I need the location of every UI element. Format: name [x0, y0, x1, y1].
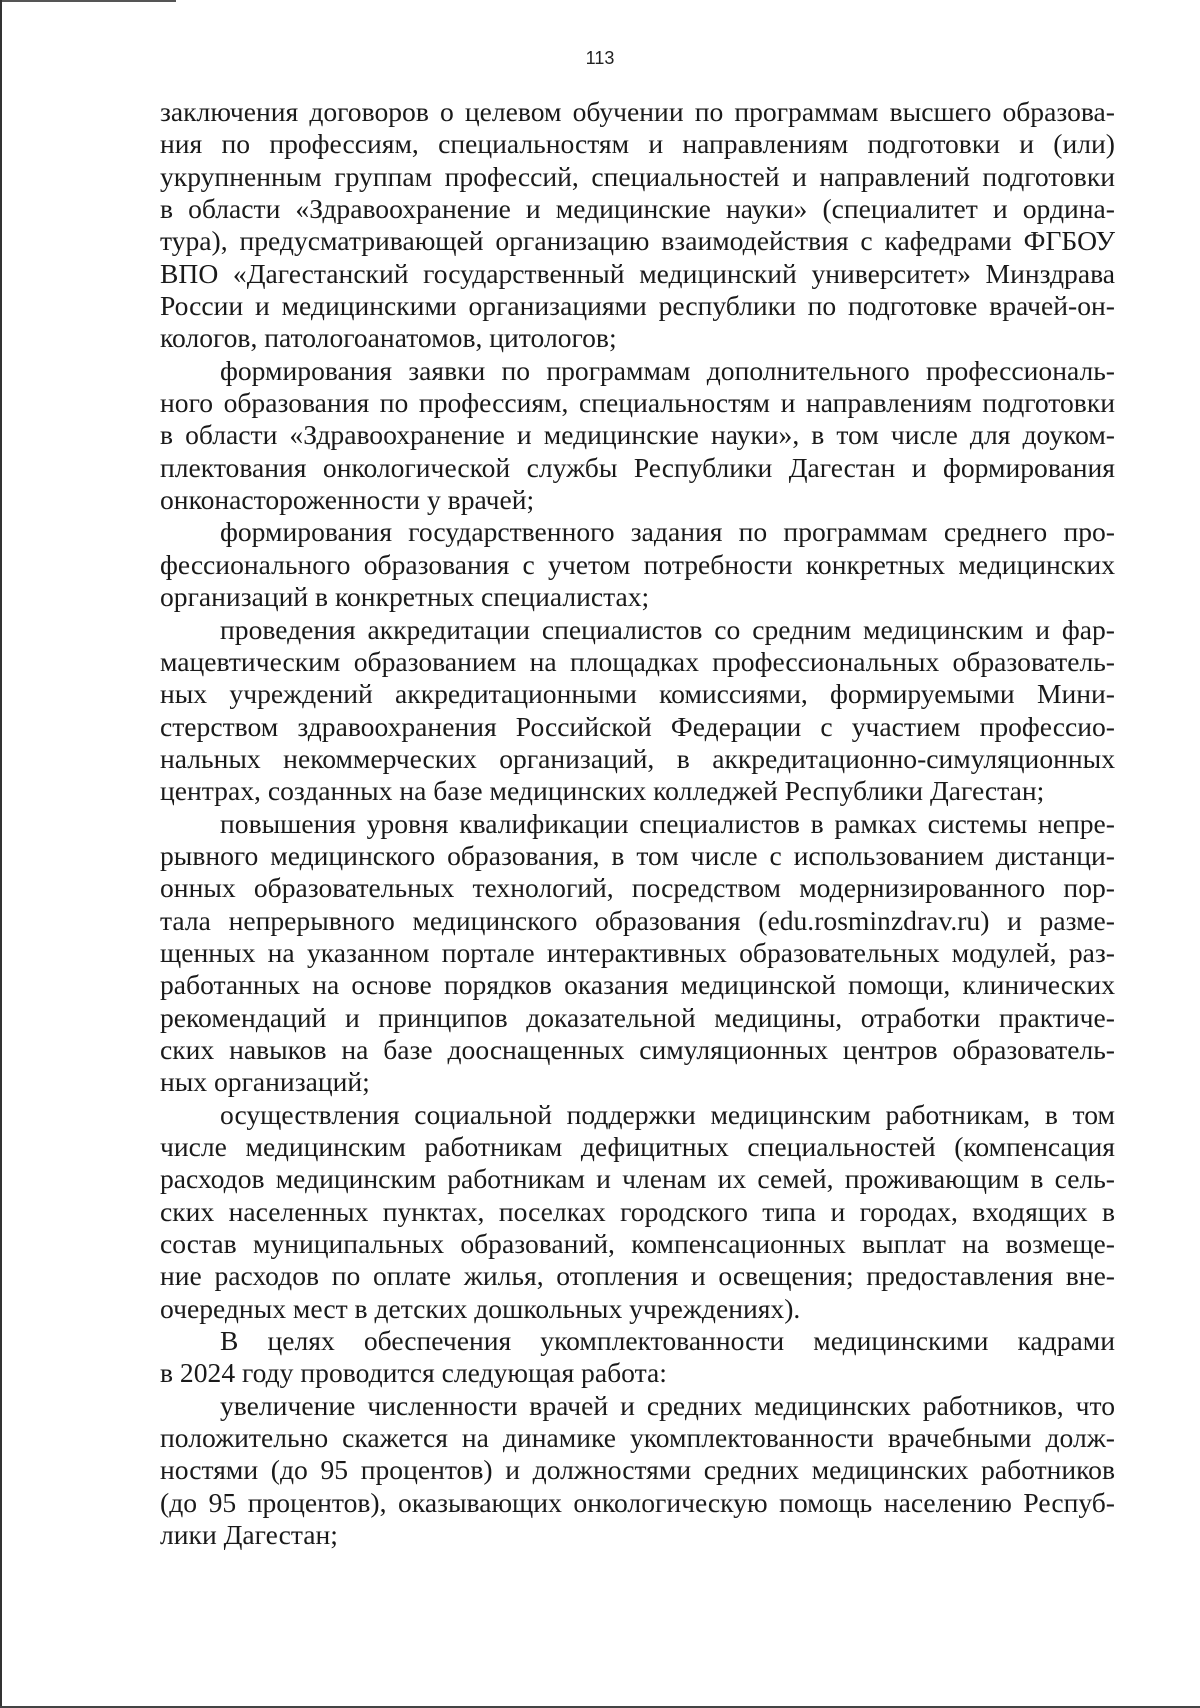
- text-line: стерством здравоохранения Российской Федерации с участием профессио-: [160, 710, 1115, 742]
- text-line: щенных на указанном портале интерактивных образовательных модулей, раз-: [160, 936, 1115, 968]
- text-line: повышения уровня квалификации специалистов в рамках системы непре-: [220, 807, 1115, 839]
- text-line: тала непрерывного медицинского образования (edu.rosminzdrav.ru) и разме-: [160, 904, 1115, 936]
- text-line: формирования заявки по программам дополнительного профессиональ-: [220, 354, 1115, 386]
- text-line: нальных некоммерческих организаций, в аккредитационно-симуляционных: [160, 742, 1115, 774]
- text-line: онных образовательных технологий, посредством модернизированного пор-: [160, 872, 1115, 904]
- text-line: заключения договоров о целевом обучении по программам высшего образова-: [160, 96, 1115, 127]
- text-line: ния по профессиям, специальностям и направлениям подготовки и (или): [160, 128, 1115, 160]
- text-line: ских населенных пунктах, поселках городского типа и городах, входящих в: [160, 1195, 1115, 1227]
- text-line: ного образования по профессиям, специальностям и направлениям подготовки: [160, 387, 1115, 419]
- text-line: рекомендаций и принципов доказательной медицины, отработки практиче-: [160, 1001, 1115, 1033]
- text-line: положительно скажется на динамике укомплектованности врачебными долж-: [160, 1422, 1115, 1454]
- text-line: онконастороженности у врачей;: [160, 484, 535, 516]
- document-body: [160, 96, 1115, 1551]
- text-line: ских навыков на базе дооснащенных симуляционных центров образователь-: [160, 1033, 1115, 1065]
- text-line: тура), предусматривающей организацию взаимодействия с кафедрами ФГБОУ: [160, 225, 1115, 257]
- text-line: лики Дагестан;: [160, 1519, 338, 1551]
- text-line: фессионального образования с учетом потребности конкретных медицинских: [160, 548, 1115, 580]
- text-line: ВПО «Дагестанский государственный медицинский университет» Минздрава: [160, 257, 1115, 289]
- scan-edge-left: [0, 0, 2, 1708]
- text-line: организаций в конкретных специалистах;: [160, 581, 650, 613]
- page-number: 113: [585, 48, 615, 68]
- text-line: В целях обеспечения укомплектованности медицинскими кадрами: [220, 1325, 1115, 1357]
- text-line: числе медицинским работникам дефицитных специальностей (компенсация: [160, 1131, 1115, 1162]
- text-line: мацевтическим образованием на площадках профессиональных образователь-: [160, 645, 1115, 677]
- text-line: в области «Здравоохранение и медицинские науки» (специалитет и ордина-: [160, 193, 1115, 225]
- text-line: в 2024 году проводится следующая работа:: [160, 1357, 667, 1389]
- text-line: расходов медицинским работникам и членам их семей, проживающим в сель-: [160, 1163, 1115, 1195]
- text-line: в области «Здравоохранение и медицинские науки», в том числе для доуком-: [160, 419, 1115, 451]
- scan-edge-top: [0, 0, 176, 2]
- text-line: проведения аккредитации специалистов со средним медицинским и фар-: [220, 613, 1115, 645]
- text-line: центрах, созданных на базе медицинских колледжей Республики Дагестан;: [160, 775, 1045, 807]
- text-line: кологов, патологоанатомов, цитологов;: [160, 322, 617, 354]
- text-line: осуществления социальной поддержки медицинским работникам, в том: [220, 1098, 1115, 1130]
- text-line: (до 95 процентов), оказывающих онкологическую помощь населению Респуб-: [160, 1486, 1115, 1518]
- text-line: формирования государственного задания по программам среднего про-: [220, 516, 1115, 548]
- text-line: укрупненным группам профессий, специальностей и направлений подготовки: [160, 160, 1115, 192]
- text-line: работанных на основе порядков оказания медицинской помощи, клинических: [160, 969, 1115, 1001]
- text-line: состав муниципальных образований, компенсационных выплат на возмеще-: [160, 1228, 1115, 1260]
- text-line: ных организаций;: [160, 1066, 370, 1098]
- text-line: России и медицинскими организациями республики по подготовке врачей-он-: [160, 290, 1115, 322]
- text-line: увеличение численности врачей и средних медицинских работников, что: [220, 1389, 1115, 1421]
- text-line: рывного медицинского образования, в том числе с использованием дистанци-: [160, 839, 1115, 871]
- text-line: очередных мест в детских дошкольных учреждениях).: [160, 1292, 801, 1324]
- text-line: ных учреждений аккредитационными комиссиями, формируемыми Мини-: [160, 678, 1115, 710]
- text-line: ние расходов по оплате жилья, отопления и освещения; предоставления вне-: [160, 1260, 1115, 1292]
- text-line: плектования онкологической службы Республики Дагестан и формирования: [160, 451, 1115, 483]
- text-line: ностями (до 95 процентов) и должностями средних медицинских работников: [160, 1454, 1115, 1486]
